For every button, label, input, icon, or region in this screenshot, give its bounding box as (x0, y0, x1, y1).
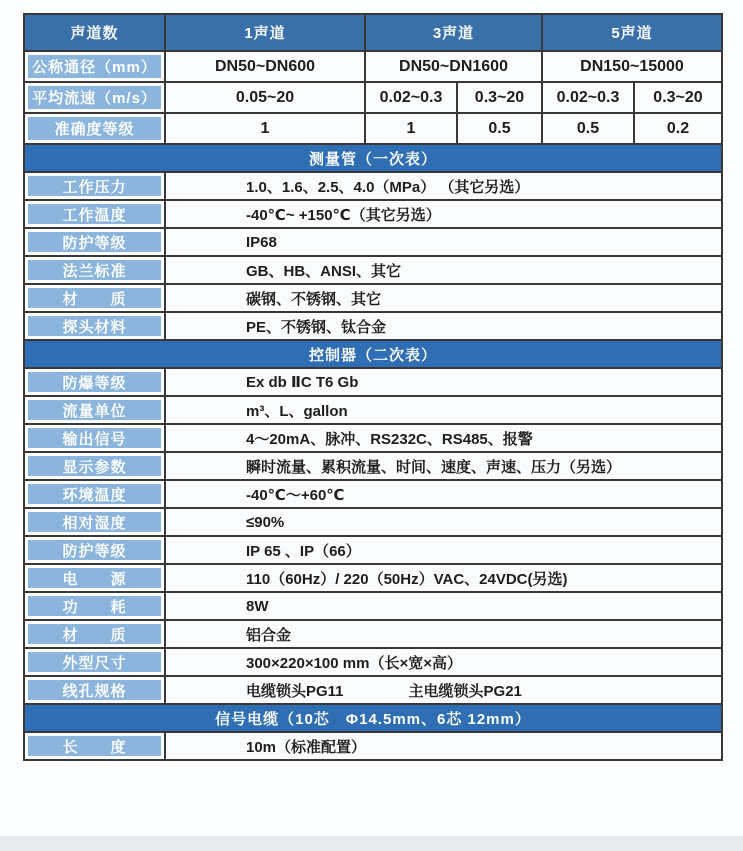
row-value: 4～20mA、脉冲、RS232C、RS485、报警 (165, 424, 722, 452)
controller-material-row (24, 620, 722, 648)
power-consumption-row (24, 592, 722, 620)
tube-material-row (24, 284, 722, 312)
row-label: 长 度 (24, 732, 165, 760)
channels-col-1: 1声道 (165, 14, 365, 51)
row-value: m³、L、gallon (165, 396, 722, 424)
relative-humidity-row (24, 508, 722, 536)
row-value: 110（60Hz）/ 220（50Hz）VAC、24VDC(另选) (165, 564, 722, 592)
row-value: 碳钢、不锈钢、其它 (165, 284, 722, 312)
row-value: -40℃～+60℃ (165, 480, 722, 508)
row-label: 探头材料 (24, 312, 165, 340)
row-value: 300×220×100 mm（长×宽×高） (165, 648, 722, 676)
row-label: 防护等级 (24, 536, 165, 564)
row-label: 材 质 (24, 284, 165, 312)
diameter-ch1: DN50~DN600 (165, 51, 365, 82)
cable-gland-signal: 电缆锁头PG11 (246, 682, 344, 700)
row-value: 1.0、1.6、2.5、4.0（MPa） （其它另选） (165, 172, 722, 200)
row-value: 瞬时流量、累积流量、时间、速度、声速、压力（另选） (165, 452, 722, 480)
diameter-ch3: DN50~DN1600 (365, 51, 542, 82)
row-value: IP68 (165, 228, 722, 256)
row-label: 准确度等级 (24, 113, 165, 144)
channels-header-label: 声道数 (24, 14, 165, 51)
row-label: 线孔规格 (24, 676, 165, 704)
row-value: 10m（标准配置） (165, 732, 722, 760)
nominal-diameter-row (24, 51, 722, 82)
row-value (165, 676, 722, 704)
row-value: PE、不锈钢、钛合金 (165, 312, 722, 340)
accuracy-ch3-high: 0.5 (457, 113, 542, 144)
spec-sheet-page (0, 13, 743, 851)
section-title: 控制器（二次表） (24, 340, 722, 368)
working-pressure-row (24, 172, 722, 200)
channels-header-row (24, 14, 722, 51)
flow-unit-row (24, 396, 722, 424)
velocity-ch1: 0.05~20 (165, 82, 365, 113)
output-signal-row (24, 424, 722, 452)
velocity-ch3-low: 0.02~0.3 (365, 82, 457, 113)
row-value: IP 65 、IP（66） (165, 536, 722, 564)
accuracy-ch1: 1 (165, 113, 365, 144)
ambient-temperature-row (24, 480, 722, 508)
accuracy-ch5-low: 0.5 (542, 113, 634, 144)
controller-protection-rating-row (24, 536, 722, 564)
explosion-proof-row (24, 368, 722, 396)
diameter-ch5: DN150~15000 (542, 51, 722, 82)
accuracy-ch5-high: 0.2 (634, 113, 722, 144)
probe-material-row (24, 312, 722, 340)
velocity-ch5-high: 0.3~20 (634, 82, 722, 113)
row-value: -40℃~ +150℃（其它另选） (165, 200, 722, 228)
spec-table (23, 13, 723, 761)
row-label: 相对湿度 (24, 508, 165, 536)
cable-length-row (24, 732, 722, 760)
section-controller (24, 340, 722, 368)
display-parameters-row (24, 452, 722, 480)
bottom-margin-strip (0, 836, 743, 851)
working-temperature-row (24, 200, 722, 228)
row-value: ≤90% (165, 508, 722, 536)
section-signal-cable (24, 704, 722, 732)
cable-gland-main: 主电缆锁头PG21 (408, 682, 522, 700)
section-measuring-tube (24, 144, 722, 172)
row-label: 平均流速（m/s） (24, 82, 165, 113)
row-label: 流量单位 (24, 396, 165, 424)
channels-col-3: 3声道 (365, 14, 542, 51)
flange-standard-row (24, 256, 722, 284)
velocity-ch5-low: 0.02~0.3 (542, 82, 634, 113)
row-label: 防爆等级 (24, 368, 165, 396)
row-label: 显示参数 (24, 452, 165, 480)
velocity-ch3-high: 0.3~20 (457, 82, 542, 113)
section-title: 信号电缆（10芯 Φ14.5mm、6芯 12mm） (24, 704, 722, 732)
row-value: 8W (165, 592, 722, 620)
row-label: 外型尺寸 (24, 648, 165, 676)
protection-rating-row (24, 228, 722, 256)
section-title: 测量管（一次表） (24, 144, 722, 172)
channels-col-5: 5声道 (542, 14, 722, 51)
row-label: 材 质 (24, 620, 165, 648)
row-value: GB、HB、ANSI、其它 (165, 256, 722, 284)
row-label: 公称通径（mm） (24, 51, 165, 82)
power-supply-row (24, 564, 722, 592)
row-label: 环境温度 (24, 480, 165, 508)
row-value: Ex db ⅡC T6 Gb (165, 368, 722, 396)
row-label: 防护等级 (24, 228, 165, 256)
row-value: 铝合金 (165, 620, 722, 648)
outer-dimensions-row (24, 648, 722, 676)
row-label: 输出信号 (24, 424, 165, 452)
accuracy-ch3-low: 1 (365, 113, 457, 144)
row-label: 法兰标准 (24, 256, 165, 284)
row-label: 电 源 (24, 564, 165, 592)
row-label: 工作压力 (24, 172, 165, 200)
average-velocity-row (24, 82, 722, 113)
accuracy-class-row (24, 113, 722, 144)
row-label: 工作温度 (24, 200, 165, 228)
cable-gland-row (24, 676, 722, 704)
row-label: 功 耗 (24, 592, 165, 620)
